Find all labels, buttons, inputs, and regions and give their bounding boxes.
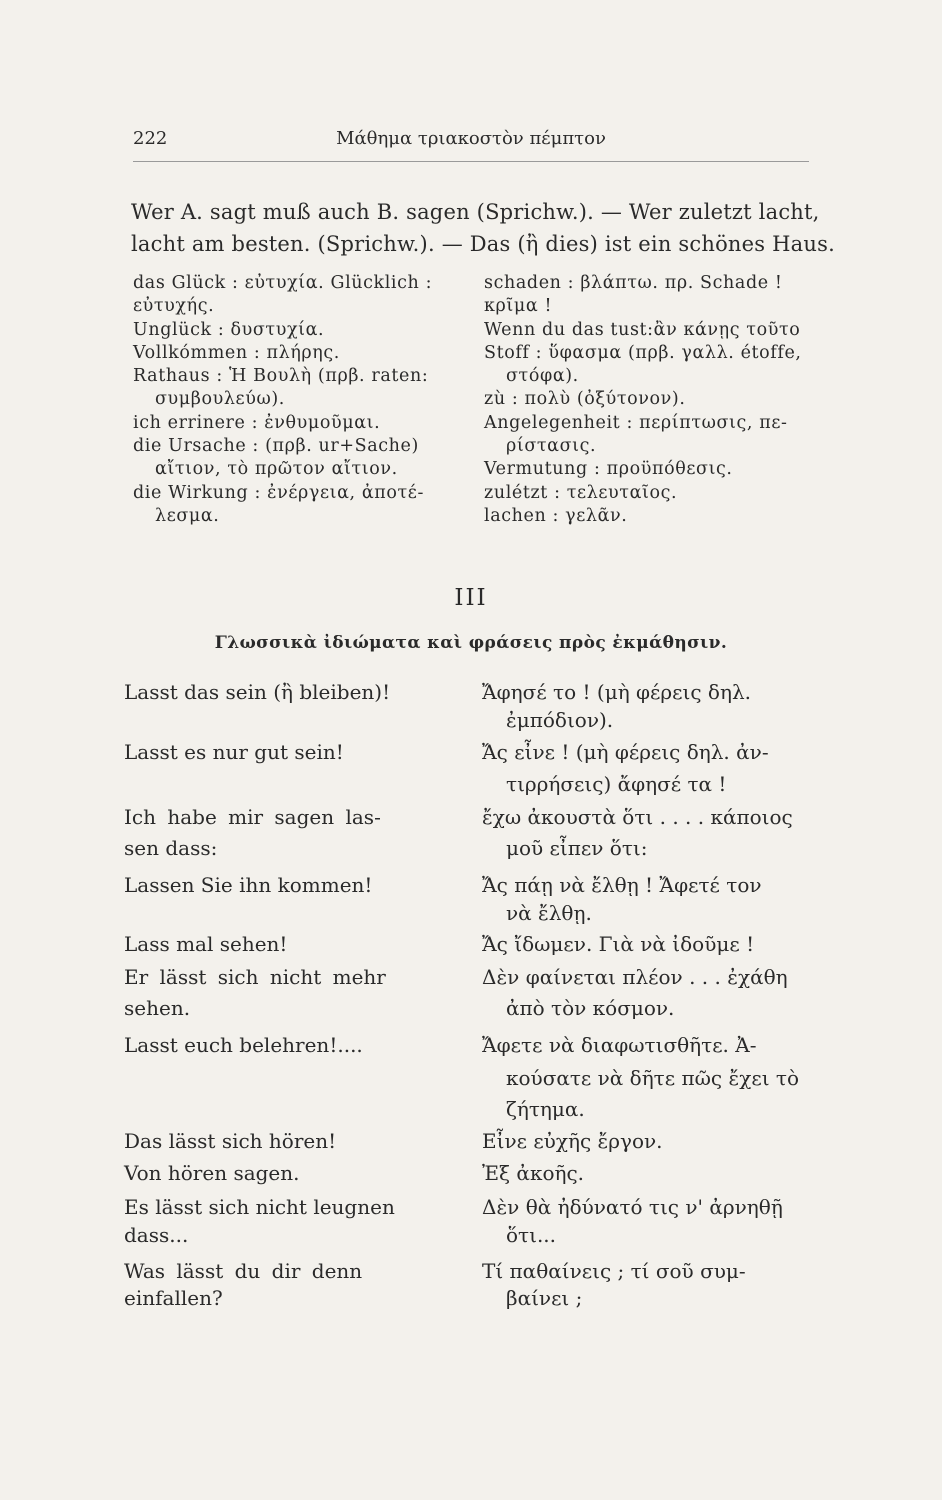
proverb-line: Wer A. sagt muß auch B. sagen (Sprichw.). — Wer zuletzt lacht, bbox=[131, 200, 820, 224]
vocab-entry: Angelegenheit : περίπτωσις, πε- bbox=[484, 412, 788, 433]
german-phrase: Lassen Sie ihn kommen! bbox=[124, 873, 373, 897]
page-number: 222 bbox=[133, 128, 168, 149]
vocab-entry: schaden : βλάπτω. πρ. Schade ! bbox=[484, 273, 783, 293]
page-header bbox=[133, 128, 809, 158]
greek-translation: Ἐξ ἀκοῆς. bbox=[482, 1161, 585, 1185]
vocab-entry: συμβουλεύω). bbox=[155, 389, 285, 410]
section-numeral: III bbox=[454, 585, 488, 611]
greek-translation: νὰ ἔλθῃ. bbox=[506, 901, 592, 925]
vocab-entry: zù : πολὺ (ὀξύτονον). bbox=[484, 389, 686, 410]
vocab-entry: λεσμα. bbox=[155, 505, 220, 526]
vocab-entry: Wenn du das tust:ἂν κάνῃς τοῦτο bbox=[484, 319, 801, 340]
greek-translation: Ἄφετε νὰ διαφωτισθῆτε. Ἀ- bbox=[482, 1033, 757, 1057]
vocab-entry: αἴτιον, τὸ πρῶτον αἴτιον. bbox=[155, 459, 398, 480]
vocab-entry: die Wirkung : ἐνέργεια, ἀποτέ- bbox=[133, 482, 424, 503]
german-phrase: Lasst das sein (ἢ bleiben)! bbox=[124, 680, 391, 704]
vocabulary-left-column bbox=[133, 272, 463, 528]
vocab-entry: Unglück : δυστυχία. bbox=[133, 319, 325, 340]
greek-translation: ζήτημα. bbox=[506, 1097, 585, 1121]
german-phrase: sen dass: bbox=[124, 836, 218, 860]
greek-translation: ἐμπόδιον). bbox=[506, 708, 614, 732]
vocabulary-right-column bbox=[484, 272, 814, 528]
greek-translation: κούσατε νὰ δῆτε πῶς ἔχει τὸ bbox=[506, 1066, 799, 1090]
german-phrase: Was lässt du dir denn bbox=[124, 1259, 363, 1283]
vocab-entry: Rathaus : Ἡ Βουλὴ (πρβ. raten: bbox=[133, 366, 429, 387]
greek-translation: Ἄς εἶνε ! (μὴ φέρεις δηλ. ἀν- bbox=[482, 740, 769, 764]
vocab-entry: στόφα). bbox=[506, 366, 579, 387]
greek-translation: βαίνει ; bbox=[506, 1286, 583, 1310]
vocab-entry: das Glück : εὐτυχία. Glücklich : bbox=[133, 273, 433, 293]
greek-translation: ἀπὸ τὸν κόσμον. bbox=[506, 996, 675, 1020]
german-phrase: dass... bbox=[124, 1223, 189, 1247]
section-heading: Γλωσσικὰ ἰδιώματα καὶ φράσεις πρὸς ἐκμάθησιν. bbox=[214, 633, 728, 653]
vocab-entry: Vermutung : προϋπόθεσις. bbox=[484, 459, 733, 480]
vocab-entry: ρίστασις. bbox=[506, 436, 597, 457]
german-phrase: Lasst euch belehren!.... bbox=[124, 1033, 363, 1057]
vocab-entry: Vollkómmen : πλήρης. bbox=[133, 342, 340, 363]
greek-translation: Δὲν φαίνεται πλέον . . . ἐχάθη bbox=[482, 965, 788, 989]
greek-translation: Δὲν θὰ ἠδύνατό τις ν' ἀρνηθῇ bbox=[482, 1195, 783, 1219]
german-phrase: Er lässt sich nicht mehr bbox=[124, 965, 386, 989]
greek-translation: τιρρήσεις) ἄφησέ τα ! bbox=[506, 772, 727, 796]
german-phrase: Es lässt sich nicht leugnen bbox=[124, 1195, 395, 1219]
greek-translation: ὅτι... bbox=[506, 1223, 557, 1247]
vocab-entry: die Ursache : (πρβ. ur+Sache) bbox=[133, 436, 419, 457]
greek-translation: Τί παθαίνεις ; τί σοῦ συμ- bbox=[482, 1259, 746, 1283]
vocab-entry: ich erri̇nere : ἐνθυμοῦμαι. bbox=[133, 412, 381, 433]
greek-translation: ἔχω ἀκουστὰ ὅτι . . . . κάποιος bbox=[482, 805, 793, 829]
greek-translation: Ἄς ἴδωμεν. Γιὰ νὰ ἰδοῦμε ! bbox=[482, 932, 755, 956]
greek-translation: Εἶνε εὐχῆς ἔργον. bbox=[482, 1129, 663, 1153]
german-phrase: Von hören sagen. bbox=[124, 1161, 300, 1185]
greek-translation: Ἄφησέ το ! (μὴ φέρεις δηλ. bbox=[482, 680, 751, 704]
german-phrase: Lass mal sehen! bbox=[124, 932, 288, 956]
vocab-entry: εὐτυχής. bbox=[133, 296, 215, 317]
vocab-entry: κρῖμα ! bbox=[484, 296, 553, 317]
vocab-entry: zulétzt : τελευταῖος. bbox=[484, 482, 678, 503]
greek-translation: Ἄς πάῃ νὰ ἔλθῃ ! Ἄφετέ τον bbox=[482, 873, 762, 897]
greek-translation: μοῦ εἶπεν ὅτι: bbox=[506, 836, 648, 860]
german-phrase: Ich habe mir sagen las- bbox=[124, 805, 381, 829]
vocab-entry: Stoff : ὕφασμα (πρβ. γαλλ. étoffe, bbox=[484, 342, 802, 363]
german-phrase: sehen. bbox=[124, 996, 191, 1020]
proverb-line: lacht am besten. (Sprichw.). — Das (ἢ dies) ist ein schönes Haus. bbox=[131, 232, 835, 256]
german-phrase: Das lässt sich hören! bbox=[124, 1129, 337, 1153]
german-phrase: einfallen? bbox=[124, 1286, 223, 1310]
german-phrase: Lasst es nur gut sein! bbox=[124, 740, 344, 764]
vocab-entry: lachen : γελᾶν. bbox=[484, 505, 628, 526]
running-title: Μάθημα τριακοστὸν πέμπτον bbox=[336, 128, 606, 149]
header-rule bbox=[133, 161, 809, 162]
